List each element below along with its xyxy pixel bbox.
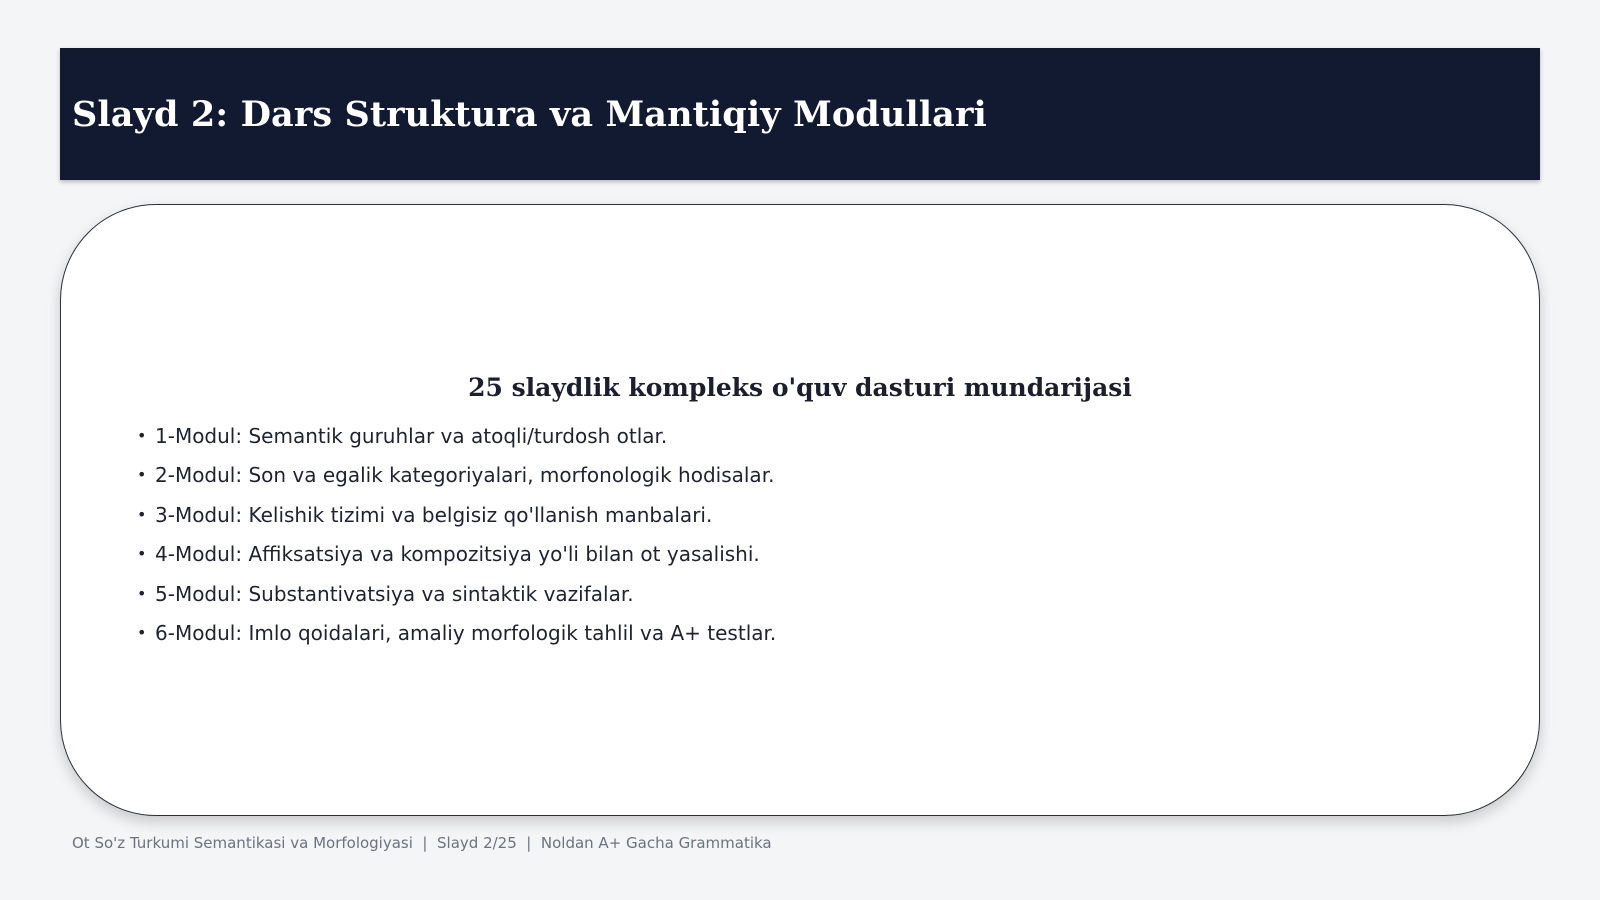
module-item xyxy=(137,500,776,539)
module-text: 5-Modul: Substantivatsiya va sintaktik vazifalar. xyxy=(155,581,634,606)
module-item xyxy=(137,539,776,578)
module-text: 3-Modul: Kelishik tizimi va belgisiz qo'llanish manbalari. xyxy=(155,502,713,527)
bullet-icon: • xyxy=(137,544,147,564)
slide-footer: Ot So'z Turkumi Semantikasi va Morfologiyasi | Slayd 2/25 | Noldan A+ Gacha Grammatika xyxy=(72,834,772,852)
slide-title: Slayd 2: Dars Struktura va Mantiqiy Modullari xyxy=(72,93,987,135)
bullet-icon: • xyxy=(137,504,147,524)
module-item xyxy=(137,579,776,618)
bullet-icon: • xyxy=(137,622,147,642)
title-bar xyxy=(60,48,1540,180)
module-item xyxy=(137,421,776,460)
bullet-icon: • xyxy=(137,465,147,485)
bullet-icon: • xyxy=(137,426,147,445)
module-text: 6-Modul: Imlo qoidalari, amaliy morfologik tahlil va A+ testlar. xyxy=(155,620,777,645)
content-card xyxy=(60,204,1540,816)
module-text: 1-Modul: Semantik guruhlar va atoqli/turdosh otlar. xyxy=(155,424,668,448)
module-list xyxy=(137,421,776,657)
module-text: 2-Modul: Son va egalik kategoriyalari, morfonologik hodisalar. xyxy=(155,463,775,488)
card-heading: 25 slaydlik kompleks o'quv dasturi mundarijasi xyxy=(468,373,1132,402)
bullet-icon: • xyxy=(137,583,147,603)
module-text: 4-Modul: Affiksatsiya va kompozitsiya yo'li bilan ot yasalishi. xyxy=(155,542,760,567)
module-item xyxy=(137,460,776,499)
module-item xyxy=(137,618,776,657)
